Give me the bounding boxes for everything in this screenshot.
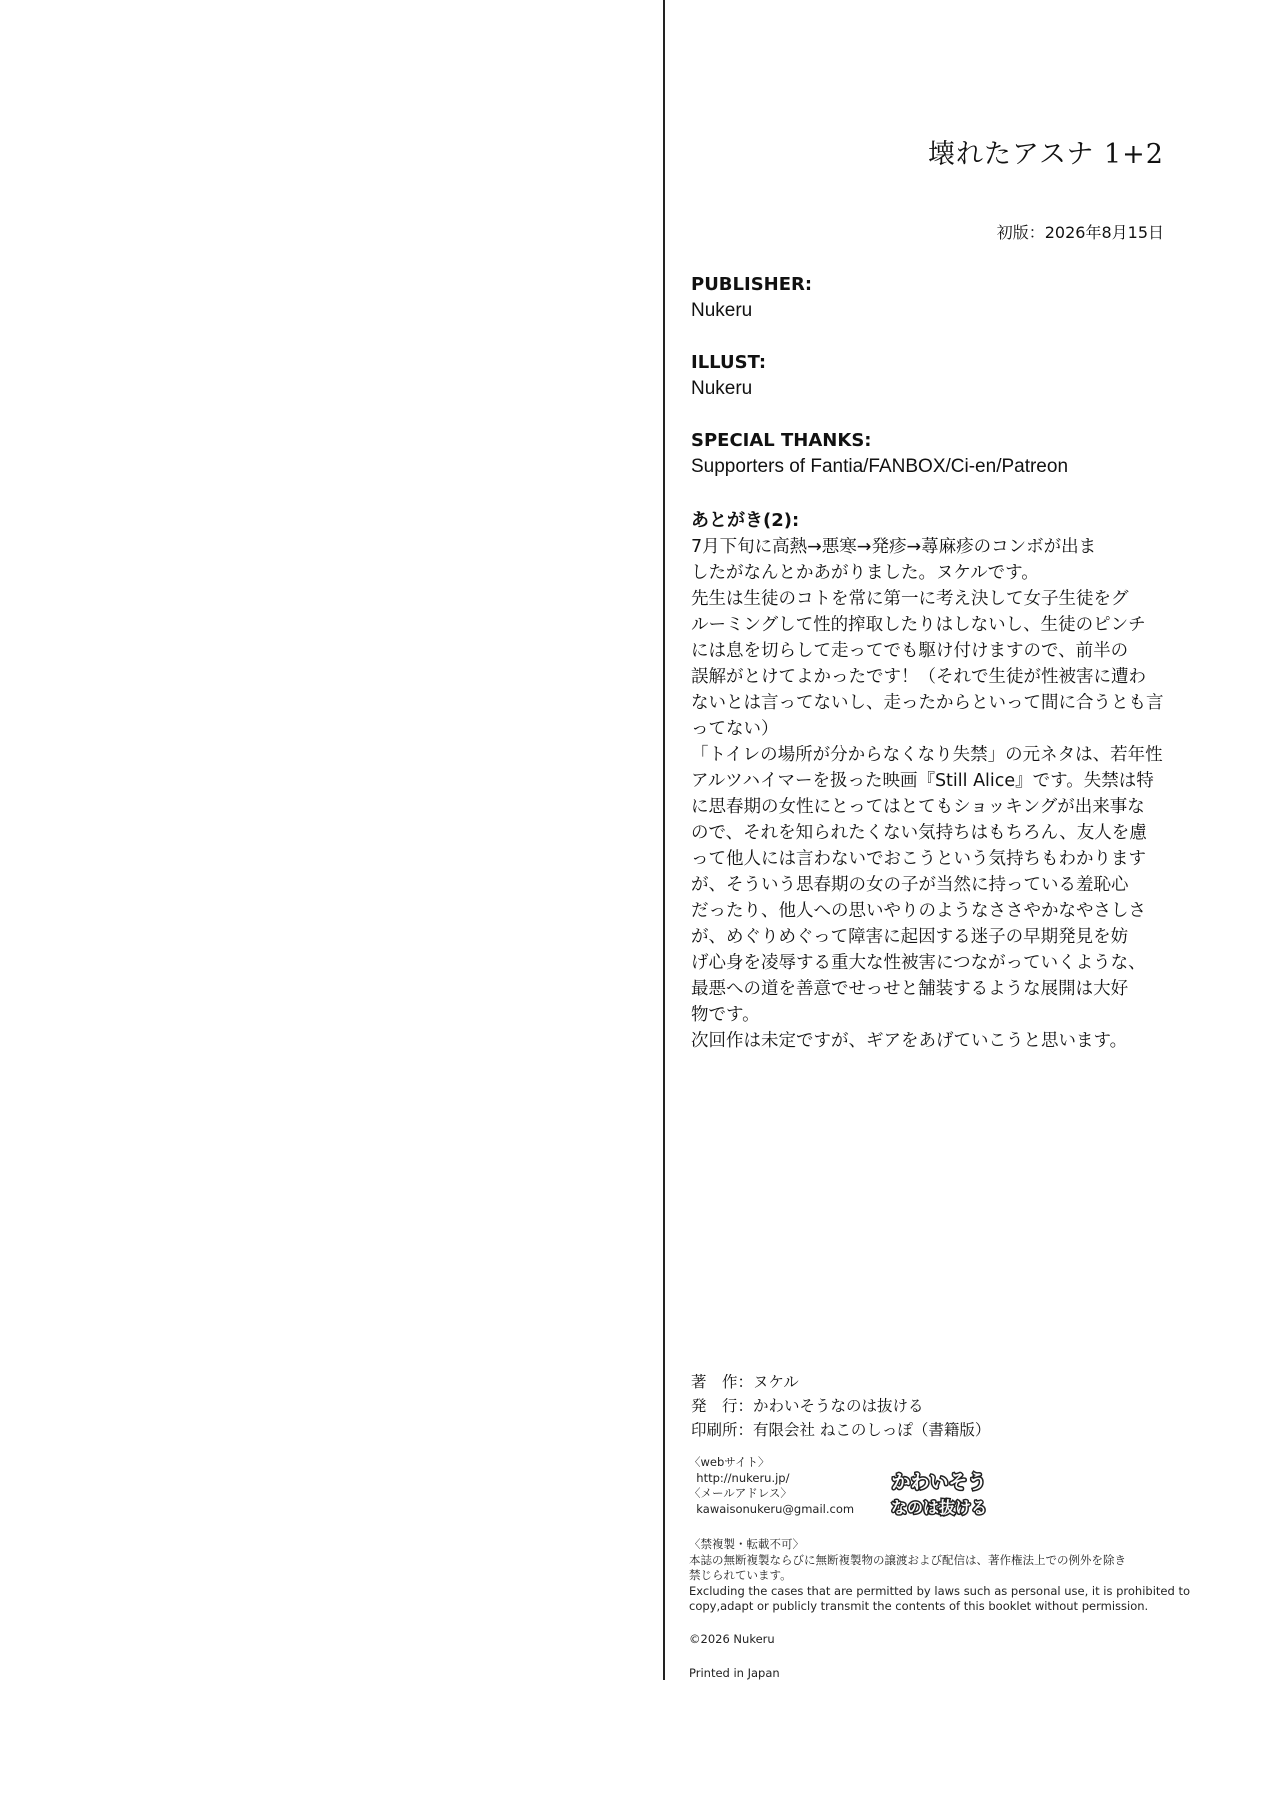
colophon-credits bbox=[691, 1370, 990, 1442]
publisher-credit: 発 行：かわいそうなのは抜ける bbox=[691, 1397, 924, 1415]
copyright-notice bbox=[689, 1537, 1190, 1615]
afterword-heading: あとがき(2): bbox=[691, 510, 800, 531]
edition-date: 初版：2026年8月15日 bbox=[996, 223, 1164, 242]
afterword-line: が、めぐりめぐって障害に起因する迷子の早期発見を妨 bbox=[691, 927, 1129, 947]
circle-logo bbox=[877, 1462, 1001, 1522]
afterword-line: げ心身を凌辱する重大な性被害につながっていくような、 bbox=[691, 953, 1146, 973]
book-title: 壊れたアスナ 1+2 bbox=[928, 139, 1164, 170]
legal-line: 禁じられています。 bbox=[689, 1568, 792, 1582]
afterword-line: 7月下旬に高熱→悪寒→発疹→蕁麻疹のコンボが出ま bbox=[691, 537, 1097, 557]
logo-line-2: なのは抜ける bbox=[890, 1498, 988, 1517]
margin-rule bbox=[663, 0, 665, 1680]
afterword-line: が、そういう思春期の女の子が当然に持っている羞恥心 bbox=[691, 875, 1129, 895]
legal-line: 本誌の無断複製ならびに無断複製物の譲渡および配信は、著作権法上での例外を除き bbox=[689, 1552, 1126, 1567]
special-thanks-block bbox=[691, 428, 1068, 480]
email-address[interactable]: kawaisonukeru@gmail.com bbox=[689, 1501, 855, 1516]
afterword-line: って他人には言わないでおこうという気持ちもわかります bbox=[691, 849, 1146, 869]
author-credit: 著 作：ヌケル bbox=[691, 1373, 799, 1391]
illust-block bbox=[691, 350, 766, 402]
printed-in: Printed in Japan bbox=[689, 1666, 780, 1680]
special-thanks-value: Supporters of Fantia/FANBOX/Ci-en/Patreon bbox=[691, 456, 1069, 477]
afterword-line: アルツハイマーを扱った映画『Still Alice』です。失禁は特 bbox=[691, 771, 1154, 791]
afterword-body bbox=[691, 534, 1171, 1054]
illust-heading: ILLUST: bbox=[691, 352, 767, 373]
website-label: 〈webサイト〉 bbox=[689, 1455, 770, 1469]
publisher-block bbox=[691, 272, 812, 324]
legal-line: copy,adapt or publicly transmit the contents of this booklet without permission. bbox=[689, 1599, 1149, 1613]
afterword-line: だったり、他人への思いやりのようなささやかなやさしさ bbox=[691, 901, 1146, 921]
publisher-value: Nukeru bbox=[691, 300, 753, 321]
afterword-line: ので、それを知られたくない気持ちはもちろん、友人を慮 bbox=[691, 823, 1147, 843]
afterword-line: 最悪への道を善意でせっせと舗装するような展開は大好 bbox=[691, 979, 1129, 999]
printer-credit: 印刷所：有限会社 ねこのしっぽ（書籍版） bbox=[691, 1421, 991, 1439]
logo-line-1: かわいそう bbox=[891, 1471, 987, 1493]
illust-value: Nukeru bbox=[691, 378, 753, 399]
legal-line: 〈禁複製・転載不可〉 bbox=[689, 1537, 804, 1551]
afterword-line: 「トイレの場所が分からなくなり失禁」の元ネタは、若年性 bbox=[691, 745, 1163, 765]
afterword-line: には息を切らして走ってでも駆け付けますので、前半の bbox=[691, 641, 1129, 661]
website-url[interactable]: http://nukeru.jp/ bbox=[689, 1470, 790, 1485]
legal-line: Excluding the cases that are permitted by laws such as personal use, it is prohibited to bbox=[689, 1583, 1190, 1598]
afterword-line: ルーミングして性的搾取したりはしないし、生徒のピンチ bbox=[691, 615, 1146, 635]
copyright-line: ©2026 Nukeru bbox=[689, 1632, 775, 1646]
afterword-line: ないとは言ってないし、走ったからといって間に合うとも言 bbox=[691, 693, 1164, 713]
afterword-line: ってない） bbox=[691, 719, 779, 739]
afterword-line: 物です。 bbox=[691, 1005, 760, 1025]
afterword-line: 誤解がとけてよかったです！（それで生徒が性被害に遭わ bbox=[691, 667, 1146, 687]
afterword-line: 次回作は未定ですが、ギアをあげていこうと思います。 bbox=[691, 1031, 1128, 1051]
afterword-line: 先生は生徒のコトを常に第一に考え決して女子生徒をグ bbox=[691, 589, 1129, 609]
contact-info bbox=[689, 1455, 854, 1517]
afterword-line: に思春期の女性にとってはとてもショッキングが出来事な bbox=[691, 797, 1145, 817]
email-label: 〈メールアドレス〉 bbox=[689, 1486, 792, 1500]
publisher-heading: PUBLISHER: bbox=[691, 274, 813, 295]
special-thanks-heading: SPECIAL THANKS: bbox=[691, 430, 872, 451]
afterword bbox=[691, 508, 1171, 1054]
afterword-line: したがなんとかあがりました。ヌケルです。 bbox=[691, 563, 1039, 583]
